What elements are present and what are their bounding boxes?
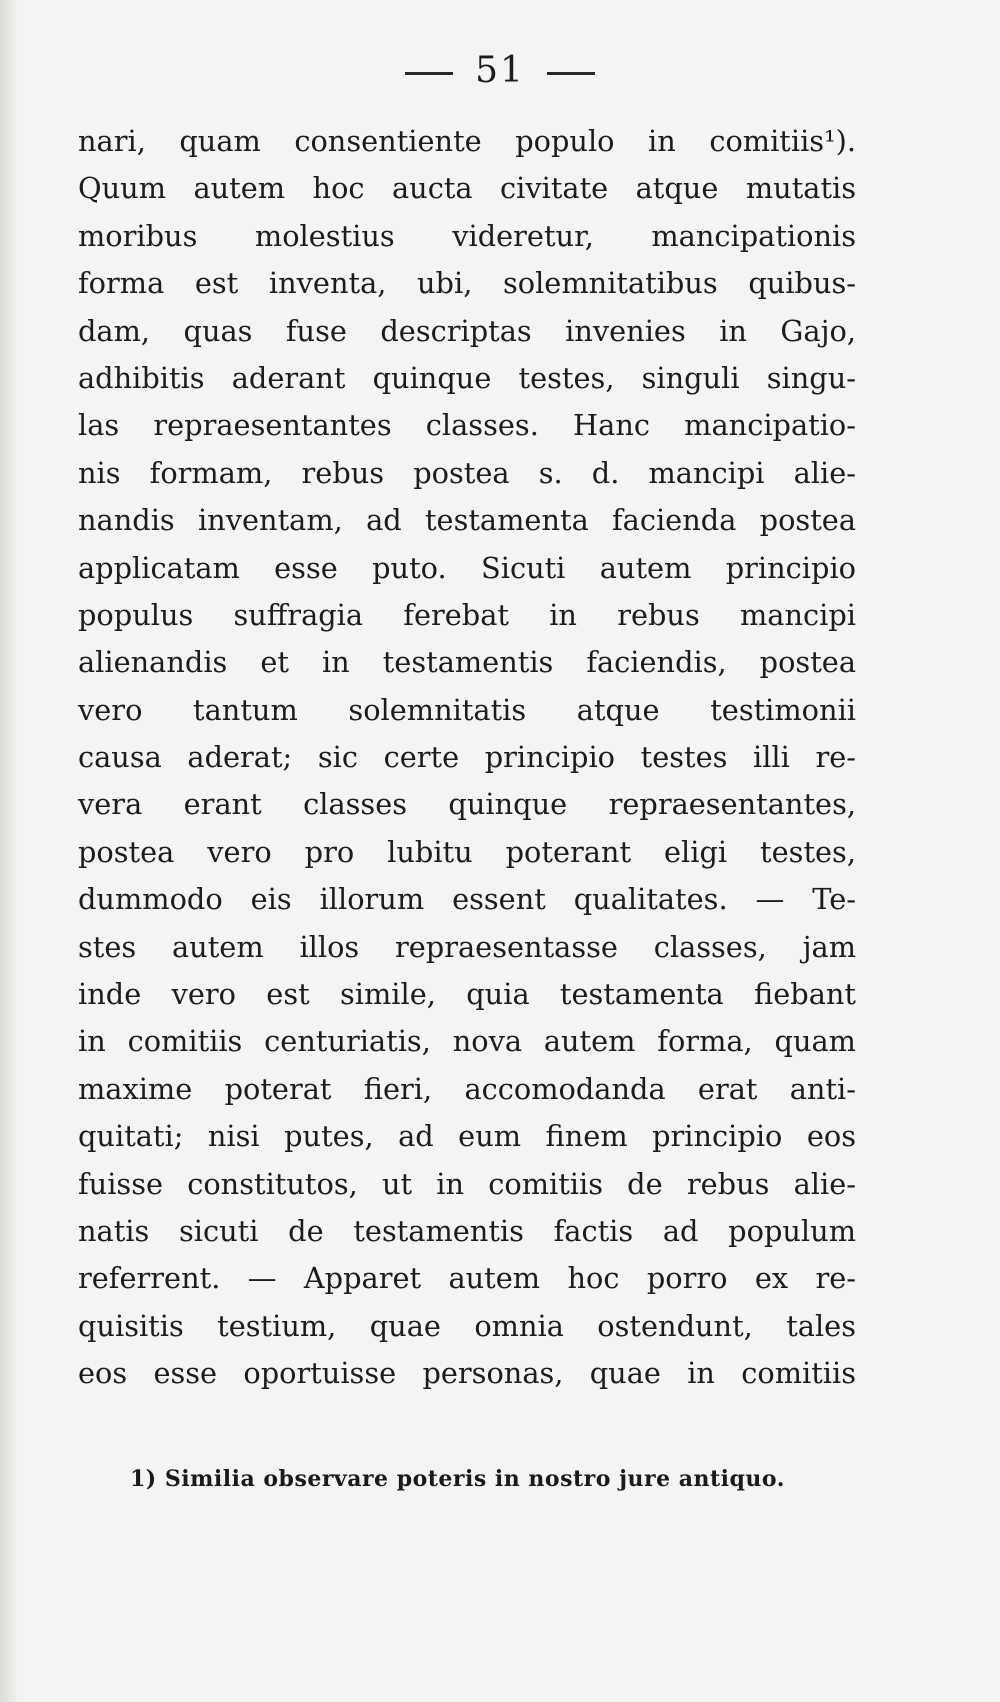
page-number: 51 [475,50,525,91]
header-dash-right [547,72,595,75]
text-line: causa aderat; sic certe principio testes illi re- [78,740,856,775]
text-line: dam, quas fuse descriptas invenies in Gajo, [78,313,856,348]
text-line: alienandis et in testamentis faciendis, postea [78,645,856,680]
text-line: in comitiis centuriatis, nova autem forma, quam [78,1024,856,1059]
text-line: adhibitis aderant quinque testes, singuli singu- [78,360,856,395]
text-line: applicatam esse puto. Sicuti autem principio [78,550,856,585]
header-dash-left [405,72,453,75]
text-line: postea vero pro lubitu poterant eligi testes, [78,834,856,869]
text-line: natis sicuti de testamentis factis ad populum [78,1213,856,1248]
text-line: eos esse oportuisse personas, quae in comitiis [78,1356,856,1391]
text-line: dummodo eis illorum essent qualitates. — Te- [78,882,856,917]
text-line: quitati; nisi putes, ad eum finem principio eos [78,1119,856,1154]
text-line: nis formam, rebus postea s. d. mancipi alie- [78,455,856,490]
text-line: las repraesentantes classes. Hanc mancipatio- [78,408,856,443]
text-line: maxime poterat fieri, accomodanda erat anti- [78,1071,856,1106]
text-line: populus suffragia ferebat in rebus mancipi [78,597,856,632]
text-line: forma est inventa, ubi, solemnitatibus quibus- [78,266,856,301]
text-line: referrent. — Apparet autem hoc porro ex re- [78,1261,856,1296]
text-line: inde vero est simile, quia testamenta fiebant [78,977,856,1012]
footnote: 1) Similia observare poteris in nostro jure antiquo. [130,1466,785,1492]
page-header [0,50,1000,91]
text-line: vera erant classes quinque repraesentantes, [78,787,856,822]
body-text [78,118,856,1398]
text-line: fuisse constitutos, ut in comitiis de rebus alie- [78,1166,856,1201]
text-line: quisitis testium, quae omnia ostendunt, tales [78,1308,856,1343]
text-line: vero tantum solemnitatis atque testimonii [78,692,856,727]
text-line: Quum autem hoc aucta civitate atque mutatis [78,171,856,206]
text-line: nari, quam consentiente populo in comitiis¹). [78,124,856,158]
text-line: stes autem illos repraesentasse classes, jam [78,929,856,964]
text-line: nandis inventam, ad testamenta facienda postea [78,503,856,538]
text-line: moribus molestius videretur, mancipationis [78,218,856,253]
